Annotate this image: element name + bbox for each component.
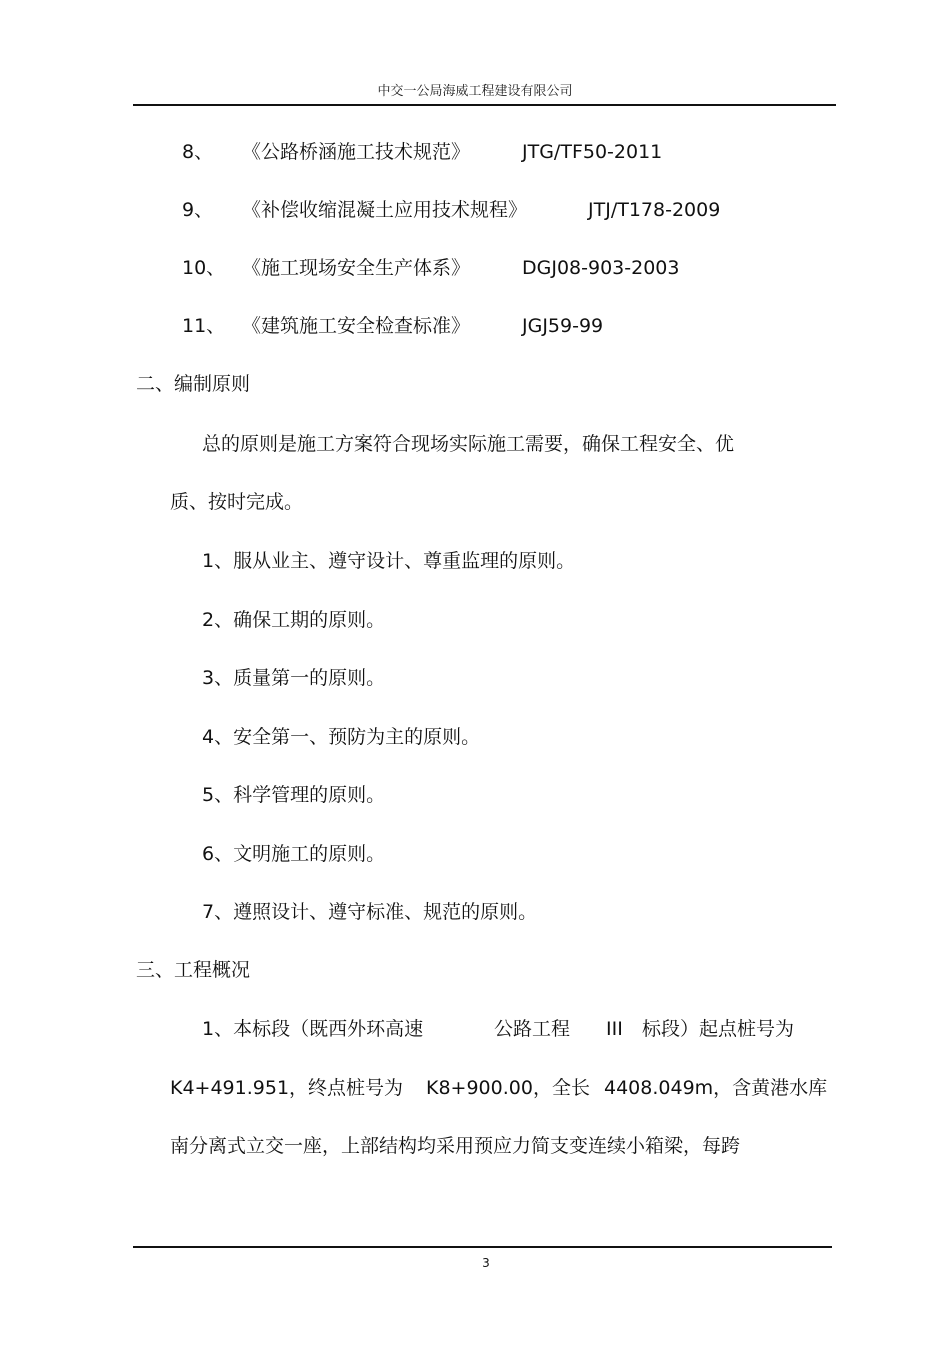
page-header-company: 中交一公局海威工程建设有限公司 xyxy=(377,84,573,99)
overview-p1-c: III xyxy=(606,1018,623,1040)
principle-item: 2、确保工期的原则。 xyxy=(202,609,386,631)
section-heading-overview: 三、工程概况 xyxy=(136,959,251,981)
ref-num: 10、 xyxy=(182,257,226,279)
overview-p3: 南分离式立交一座，上部结构均采用预应力简支变连续小箱梁，每跨 xyxy=(170,1135,741,1157)
ref-code: JGJ59-99 xyxy=(522,315,604,337)
ref-code: JTJ/T178-2009 xyxy=(588,199,721,221)
ref-code: JTG/TF50-2011 xyxy=(522,141,663,163)
ref-item xyxy=(182,314,225,338)
ref-num: 11、 xyxy=(182,315,226,337)
principle-item: 5、科学管理的原则。 xyxy=(202,784,386,806)
ref-num: 9、 xyxy=(182,199,214,221)
principle-item: 6、文明施工的原则。 xyxy=(202,843,386,865)
overview-p2-a: K4+491.951，终点桩号为 xyxy=(170,1077,404,1099)
principle-item: 7、遵照设计、遵守标准、规范的原则。 xyxy=(202,901,538,923)
ref-item xyxy=(182,256,225,280)
overview-p1-d: 标段）起点桩号为 xyxy=(642,1018,795,1040)
overview-p2-b: K8+900.00，全长 xyxy=(426,1077,590,1099)
overview-p2-c: 4408.049m，含黄港水库 xyxy=(604,1077,828,1099)
ref-title: 《施工现场安全生产体系》 xyxy=(242,257,471,279)
principle-item: 4、安全第一、预防为主的原则。 xyxy=(202,726,481,748)
overview-p1-a: 1、本标段（既西外环高速 xyxy=(202,1018,424,1040)
section-heading-principles: 二、编制原则 xyxy=(136,373,251,395)
header-rule xyxy=(133,104,836,106)
overview-p1-b: 公路工程 xyxy=(494,1018,571,1040)
ref-num: 8、 xyxy=(182,141,214,163)
ref-title: 《建筑施工安全检查标准》 xyxy=(242,315,471,337)
principle-item: 1、服从业主、遵守设计、尊重监理的原则。 xyxy=(202,550,576,572)
footer-rule xyxy=(133,1246,832,1248)
ref-item xyxy=(182,198,213,222)
principles-intro-line1: 总的原则是施工方案符合现场实际施工需要，确保工程安全、优 xyxy=(202,433,735,455)
ref-title: 《公路桥涵施工技术规范》 xyxy=(242,141,471,163)
page-number: 3 xyxy=(482,1256,490,1270)
principles-intro-line2: 质、按时完成。 xyxy=(170,491,304,513)
principle-item: 3、质量第一的原则。 xyxy=(202,667,386,689)
ref-code: DGJ08-903-2003 xyxy=(522,257,680,279)
ref-title: 《补偿收缩混凝土应用技术规程》 xyxy=(242,199,528,221)
ref-item xyxy=(182,140,213,164)
